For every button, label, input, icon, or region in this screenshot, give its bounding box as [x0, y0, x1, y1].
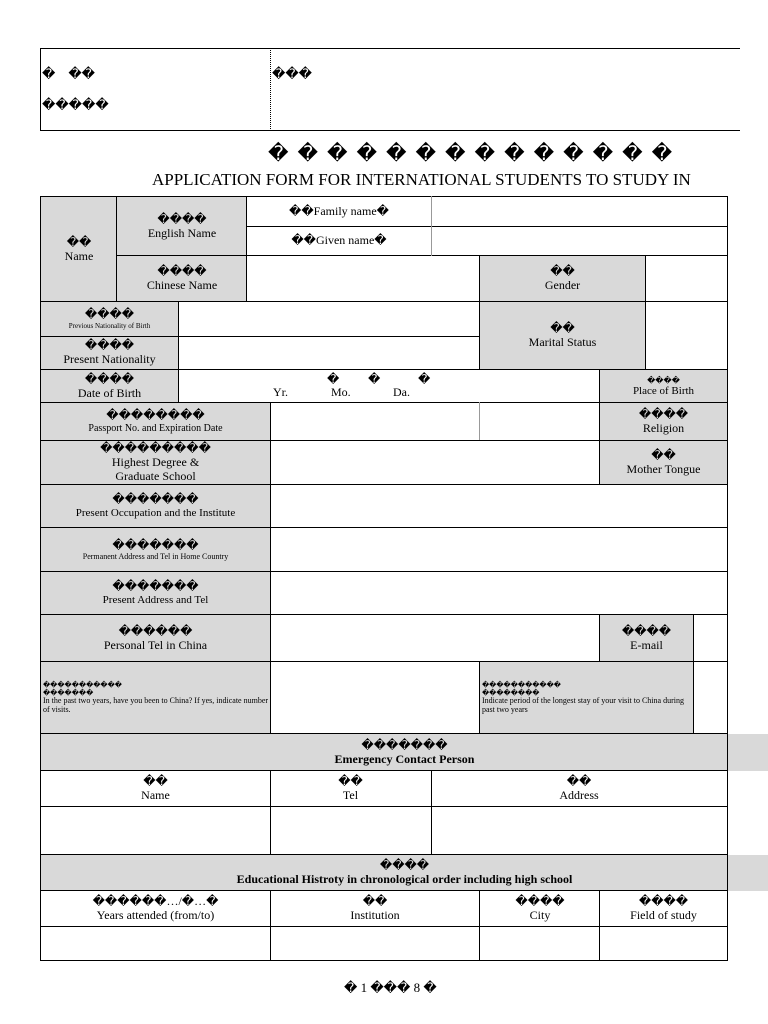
- grid-line: [40, 402, 728, 403]
- dob-day-cn: �: [418, 372, 431, 386]
- personal-tel-input[interactable]: [271, 616, 599, 661]
- education-institution-header: �� Institution: [350, 894, 400, 922]
- family-name-input[interactable]: [432, 198, 726, 225]
- place-of-birth-label: ���� Place of Birth: [600, 370, 727, 403]
- date-of-birth-label: ���� Date of Birth: [41, 370, 178, 403]
- present-nationality-input[interactable]: [179, 337, 479, 369]
- emergency-tel-input[interactable]: [271, 808, 430, 854]
- grid-line: [40, 484, 728, 485]
- email-input[interactable]: [694, 616, 734, 661]
- grid-line: [40, 733, 728, 734]
- grid-line: [693, 614, 694, 734]
- degree-input[interactable]: [271, 442, 599, 484]
- dob-month-label: Mo.: [331, 385, 351, 399]
- family-name-label: ��Family name�: [289, 203, 389, 218]
- present-address-input[interactable]: [271, 573, 727, 614]
- dob-year-cn: �: [327, 372, 340, 386]
- grid-line: [117, 255, 728, 256]
- grid-line: [599, 890, 600, 961]
- grid-line: [40, 440, 728, 441]
- chinese-name-label: ���� Chinese Name: [117, 256, 247, 302]
- permanent-address-input[interactable]: [271, 529, 727, 571]
- education-header: ���� Educational Histroty in chronological order including high school: [41, 855, 768, 891]
- emergency-name-header: �� Name: [141, 774, 170, 802]
- previous-nationality-label: ���� Previous Nationality of Birth: [41, 302, 178, 336]
- chinese-name-input[interactable]: [248, 257, 479, 301]
- emergency-name-input[interactable]: [42, 808, 269, 854]
- grid-line: [40, 196, 728, 197]
- dob-month-cn: �: [368, 372, 381, 386]
- education-institution-input[interactable]: [271, 928, 479, 960]
- grid-line: [40, 527, 728, 528]
- grid-line: [599, 614, 600, 662]
- grid-line: [270, 402, 271, 734]
- passport-number-input[interactable]: [271, 404, 479, 440]
- date-of-birth-input[interactable]: [179, 371, 599, 402]
- longest-stay-label: ����������� �������� Indicate period of the longest stay of your visit to China during past two years: [480, 662, 693, 734]
- office-use-divider: [270, 48, 271, 131]
- education-years-input[interactable]: [42, 928, 269, 960]
- office-use-right-label: ���: [272, 66, 312, 81]
- grid-line: [40, 806, 728, 807]
- gender-input[interactable]: [646, 257, 726, 301]
- grid-line: [40, 301, 728, 302]
- grid-line: [431, 770, 432, 855]
- grid-line: [270, 890, 271, 961]
- grid-line: [40, 960, 728, 961]
- grid-line: [40, 661, 728, 662]
- given-name-input[interactable]: [432, 227, 726, 255]
- marital-status-input[interactable]: [646, 303, 726, 369]
- been-to-china-label: ����������� ������� In the past two years, have you been to China? If yes, indicate number of visits.: [41, 662, 270, 734]
- education-city-header: ���� City: [515, 894, 565, 922]
- grid-line: [431, 196, 432, 256]
- grid-line: [479, 402, 480, 440]
- education-city-input[interactable]: [481, 928, 599, 960]
- gender-label: �� Gender: [480, 256, 645, 302]
- emergency-tel-header: �� Tel: [338, 774, 363, 802]
- grid-line: [40, 926, 728, 927]
- marital-status-label: �� Marital Status: [480, 302, 645, 370]
- grid-line: [178, 301, 179, 403]
- grid-line: [40, 854, 728, 855]
- grid-line: [270, 770, 271, 855]
- office-use-box: [40, 48, 740, 131]
- name-label: �� Name: [41, 197, 117, 302]
- dob-year-label: Yr.: [273, 385, 288, 399]
- grid-line: [479, 661, 480, 734]
- grid-line: [40, 890, 728, 891]
- permanent-address-label: ������� Permanent Address and Tel in Home Country: [41, 528, 270, 572]
- degree-label: ��������� Highest Degree & Graduate School: [41, 441, 270, 485]
- page-number: � 1 ��� 8 �: [344, 980, 437, 995]
- office-use-label-2: �����: [42, 97, 109, 112]
- grid-line: [479, 890, 480, 961]
- grid-line: [40, 571, 728, 572]
- grid-line: [116, 196, 117, 302]
- email-label: ���� E-mail: [600, 615, 693, 662]
- grid-line: [40, 369, 728, 370]
- grid-line: [40, 336, 480, 337]
- grid-line: [40, 196, 41, 961]
- education-years-header: ������…/�…� Years attended (from/to): [92, 894, 219, 922]
- passport-label: �������� Passport No. and Expiration Date: [41, 403, 270, 441]
- present-address-label: ������� Present Address and Tel: [41, 572, 270, 615]
- education-field-header: ���� Field of study: [630, 894, 697, 922]
- grid-line: [40, 770, 728, 771]
- title-english: APPLICATION FORM FOR INTERNATIONAL STUDENTS TO STUDY IN: [152, 170, 691, 189]
- english-name-label: ���� English Name: [117, 197, 247, 256]
- previous-nationality-input[interactable]: [179, 303, 479, 335]
- title-chinese: � � � � � � � � � � � � � �: [268, 143, 675, 165]
- grid-line: [246, 196, 247, 302]
- grid-line: [479, 255, 480, 370]
- occupation-input[interactable]: [271, 486, 727, 527]
- passport-expiry-input[interactable]: [481, 404, 599, 440]
- grid-line: [599, 369, 600, 485]
- given-name-label: ��Given name�: [291, 233, 387, 248]
- present-nationality-label: ���� Present Nationality: [41, 336, 178, 370]
- grid-line: [247, 226, 728, 227]
- longest-stay-input[interactable]: [694, 663, 734, 733]
- emergency-address-input[interactable]: [432, 808, 726, 854]
- emergency-address-header: �� Address: [559, 774, 599, 802]
- grid-line: [727, 196, 728, 961]
- grid-line: [40, 614, 728, 615]
- office-use-label-1: � ��: [42, 66, 95, 81]
- dob-day-label: Da.: [393, 385, 410, 399]
- grid-line: [645, 255, 646, 370]
- been-to-china-input[interactable]: [271, 663, 479, 733]
- personal-tel-label: ������ Personal Tel in China: [41, 615, 270, 662]
- education-field-input[interactable]: [601, 928, 726, 960]
- emergency-contact-header: ������� Emergency Contact Person: [41, 734, 768, 771]
- religion-label: ���� Religion: [600, 403, 727, 441]
- occupation-label: ������� Present Occupation and the Institute: [41, 485, 270, 528]
- mother-tongue-label: �� Mother Tongue: [600, 441, 727, 485]
